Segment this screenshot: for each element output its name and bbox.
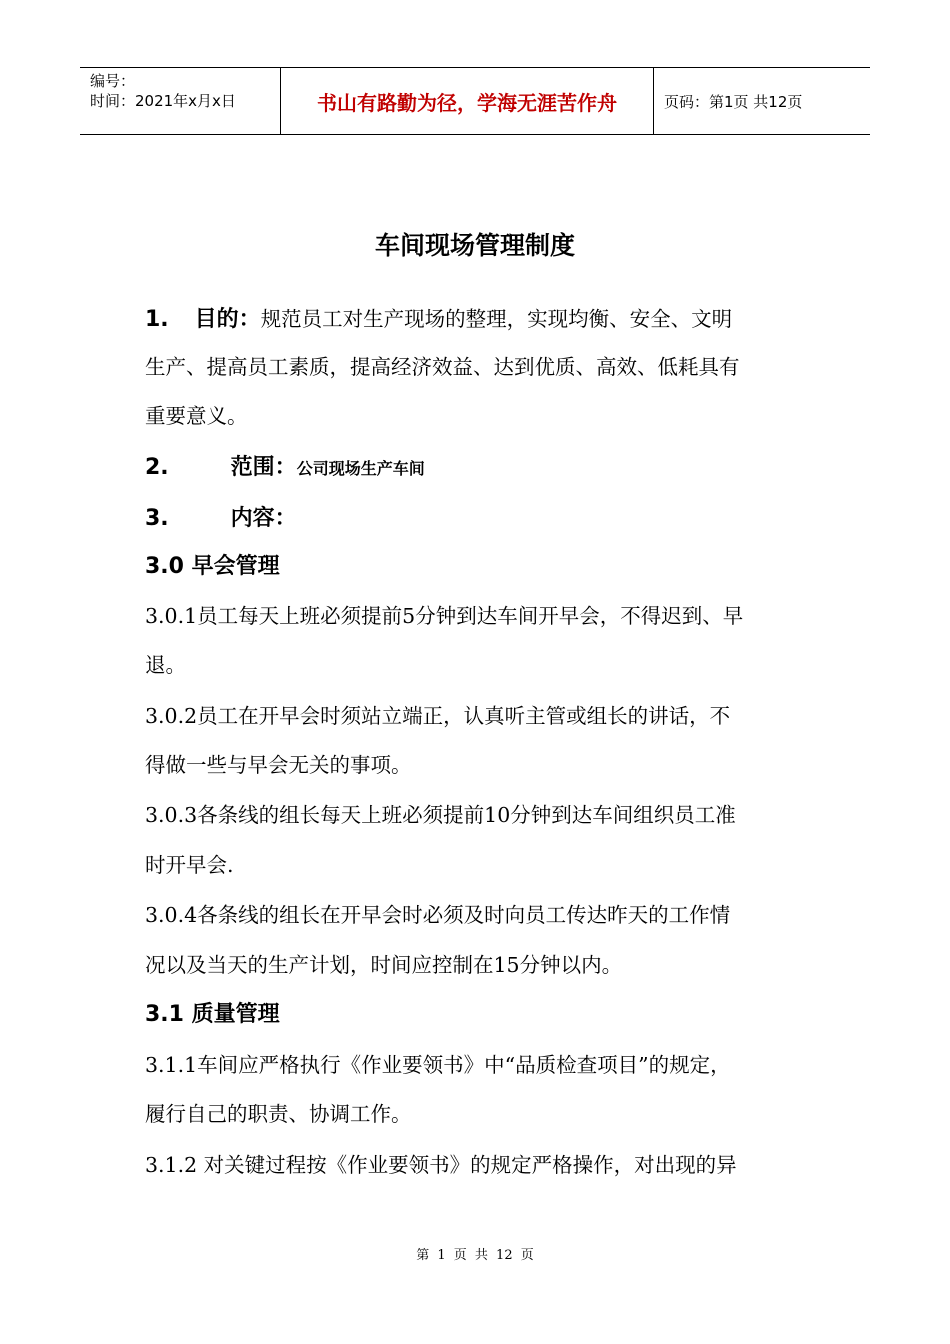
date-label: 时间：2021年x月x日 [90, 92, 236, 110]
section-1-line-1 [145, 304, 732, 335]
header-motto: 书山有路勤为径，学海无涯苦作舟 [280, 68, 654, 134]
section-3-label: 内容： [230, 506, 297, 531]
para-3-0-3-line-1: 3.0.3各条线的组长每天上班必须提前10分钟到达车间组织员工准 [145, 803, 736, 827]
section-3-number: 3. [145, 506, 169, 531]
section-2-number: 2. [145, 455, 169, 480]
number-label: 编号： [90, 72, 136, 90]
para-3-0-1-line-2: 退。 [145, 653, 186, 677]
section-2-line [145, 452, 425, 484]
header-page-info: 页码：第1页 共12页 [664, 92, 803, 111]
document-title: 车间现场管理制度 [374, 231, 575, 260]
para-3-1-1-line-2: 履行自己的职责、协调工作。 [145, 1102, 412, 1126]
section-1-line-2: 生产、提高员工素质，提高经济效益、达到优质、高效、低耗具有 [145, 355, 740, 379]
section-2-text: 公司现场生产车间 [296, 459, 425, 478]
section-1-label: 目的： [194, 307, 261, 332]
section-3-line [145, 503, 297, 534]
para-3-0-2-line-2: 得做一些与早会无关的事项。 [145, 753, 412, 777]
section-2-label: 范围： [230, 455, 297, 480]
para-3-0-2-line-1: 3.0.2员工在开早会时须站立端正，认真听主管或组长的讲话，不 [145, 704, 731, 728]
page-footer: 第 1 页 共 12 页 [416, 1248, 534, 1263]
section-1-text: 规范员工对生产现场的整理，实现均衡、安全、文明 [260, 307, 733, 331]
para-3-0-1-line-1: 3.0.1员工每天上班必须提前5分钟到达车间开早会，不得迟到、早 [145, 604, 744, 628]
para-3-1-2-line-1: 3.1.2 对关键过程按《作业要领书》的规定严格操作，对出现的异 [145, 1153, 737, 1177]
para-3-0-4-line-1: 3.0.4各条线的组长在开早会时必须及时向员工传达昨天的工作情 [145, 903, 731, 927]
section-3-0-heading: 3.0 早会管理 [145, 554, 280, 579]
section-1-number: 1. [145, 307, 169, 332]
para-3-1-1-line-1: 3.1.1车间应严格执行《作业要领书》中“品质检查项目”的规定， [145, 1053, 731, 1077]
para-3-0-4-line-2: 况以及当天的生产计划，时间应控制在15分钟以内。 [145, 953, 623, 977]
header-meta [80, 68, 280, 134]
document-header [80, 67, 870, 135]
section-1-line-3: 重要意义。 [145, 404, 248, 428]
para-3-0-3-line-2: 时开早会. [145, 853, 234, 877]
section-3-1-heading: 3.1 质量管理 [145, 1002, 280, 1027]
